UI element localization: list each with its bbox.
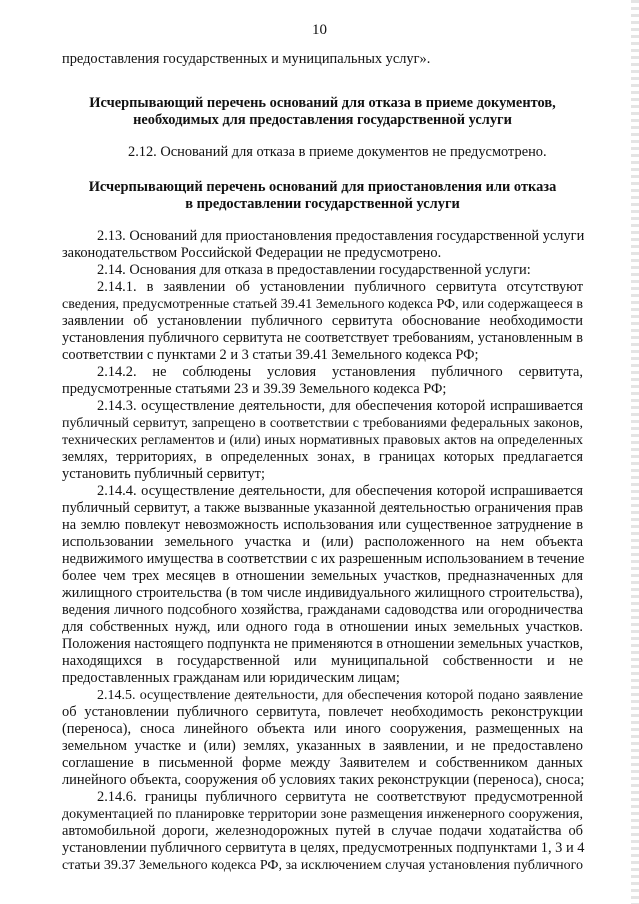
paragraph-2-14-1: 2.14.1. в заявлении об установлении публичного сервитута отсутствуют <box>97 279 583 295</box>
text-line: использовании земельного участка и (или) расположенного на нем объекта <box>62 534 583 550</box>
paragraph-2-13: 2.13. Оснований для приостановления предоставления государственной услуги <box>97 228 585 244</box>
section-heading-suspension: в предоставлении государственной услуги <box>185 196 460 212</box>
text-line: предусмотренные статьями 23 и 39.39 Земельного кодекса РФ; <box>62 381 447 397</box>
text-line: находящихся в государственной или муниципальной собственности и не <box>62 653 583 669</box>
text-line: ведения личного подсобного хозяйства, гражданами садоводства или огородничества <box>62 602 583 618</box>
text-line: автомобильной дороги, железнодорожных путей в случае подачи ходатайства об <box>62 823 583 839</box>
text-line: законодательством Российской Федерации не предусмотрено. <box>62 245 442 261</box>
text-line: сведения, предусмотренные статьей 39.41 Земельного кодекса РФ, или содержащееся в <box>62 297 583 312</box>
section-heading-suspension: Исчерпывающий перечень оснований для приостановления или отказа <box>88 179 557 195</box>
text-line: заявлении об установлении публичного сервитута обоснование необходимости <box>62 313 583 329</box>
text-line: для собственных нужд, или одного года в отношении иных земельных участков. <box>62 619 583 635</box>
text-line: земельном участке и (или) землях, указанных в заявлении, и не предоставлено <box>62 738 583 754</box>
text-line: предоставления государственных и муниципальных услуг». <box>62 51 431 67</box>
text-line: жилищного строительства (в том числе индивидуального жилищного строительства), <box>62 585 583 601</box>
paragraph-2-14-2: 2.14.2. не соблюдены условия установления публичного сервитута, <box>97 364 583 380</box>
scan-edge <box>631 0 639 904</box>
text-line: установлении публичного сервитута в целях, предусмотренных подпунктами 1, 3 и 4 <box>62 840 585 856</box>
text-line: документацией по планировке территории зоне размещения инженерного сооружения, <box>62 807 583 822</box>
text-line: землях, территориях, в определенных зонах, в границах которых предлагается <box>62 449 583 465</box>
text-line: Положения настоящего подпункта не применяются в отношении земельных участков, <box>62 636 583 652</box>
text-line: предоставленных гражданам или юридическим лицам; <box>62 670 400 686</box>
page-number: 10 <box>312 22 327 38</box>
section-heading-refusal-documents: Исчерпывающий перечень оснований для отказа в приеме документов, <box>89 95 556 111</box>
text-line: технических регламентов и (или) иных нормативных правовых актов на определенных <box>62 433 583 448</box>
paragraph-2-14-3: 2.14.3. осуществление деятельности, для обеспечения которой испрашивается <box>97 398 583 414</box>
paragraph-2-14-6: 2.14.6. границы публичного сервитута не соответствуют предусмотренной <box>97 789 583 805</box>
text-line: линейного объекта, сооружения об условиях таких реконструкции (переноса), сноса; <box>62 772 585 788</box>
section-heading-refusal-documents: необходимых для предоставления государственной услуги <box>133 112 512 128</box>
text-line: об установлении публичного сервитута, повлечет необходимость реконструкции <box>62 704 583 720</box>
text-line: соглашение в письменной форме между Заявителем и собственником данных <box>62 755 583 771</box>
text-line: установить публичный сервитут; <box>62 466 265 482</box>
paragraph-2-12: 2.12. Оснований для отказа в приеме документов не предусмотрено. <box>128 144 547 160</box>
text-line: (переноса), сноса линейного объекта или иного сооружения, размещенных на <box>62 721 583 737</box>
paragraph-2-14-5: 2.14.5. осуществление деятельности, для обеспечения которой подано заявление <box>97 688 583 703</box>
text-line: более чем трех месяцев в отношении земельных участков, предназначенных для <box>62 568 583 584</box>
text-line: установления публичного сервитута не соответствует требованиям, установленным в <box>62 330 583 346</box>
text-line: на землю повлекут невозможность использования или существенное затруднение в <box>62 517 583 533</box>
paragraph-2-14: 2.14. Основания для отказа в предоставлении государственной услуги: <box>97 262 531 278</box>
paragraph-2-14-4: 2.14.4. осуществление деятельности, для обеспечения которой испрашивается <box>97 483 583 499</box>
text-line: соответствии с пунктами 2 и 3 статьи 39.41 Земельного кодекса РФ; <box>62 347 479 363</box>
text-line: статьи 39.37 Земельного кодекса РФ, за исключением случая установления публичного <box>62 858 583 873</box>
text-line: недвижимого имущества в соответствии с их разрешенным использованием в течение <box>62 551 585 567</box>
text-line: публичный сервитут, а также вызванные указанной деятельностью ограничения прав <box>62 500 583 516</box>
text-line: публичный сервитут, запрещено в соответствии с требованиями федеральных законов, <box>62 416 583 431</box>
